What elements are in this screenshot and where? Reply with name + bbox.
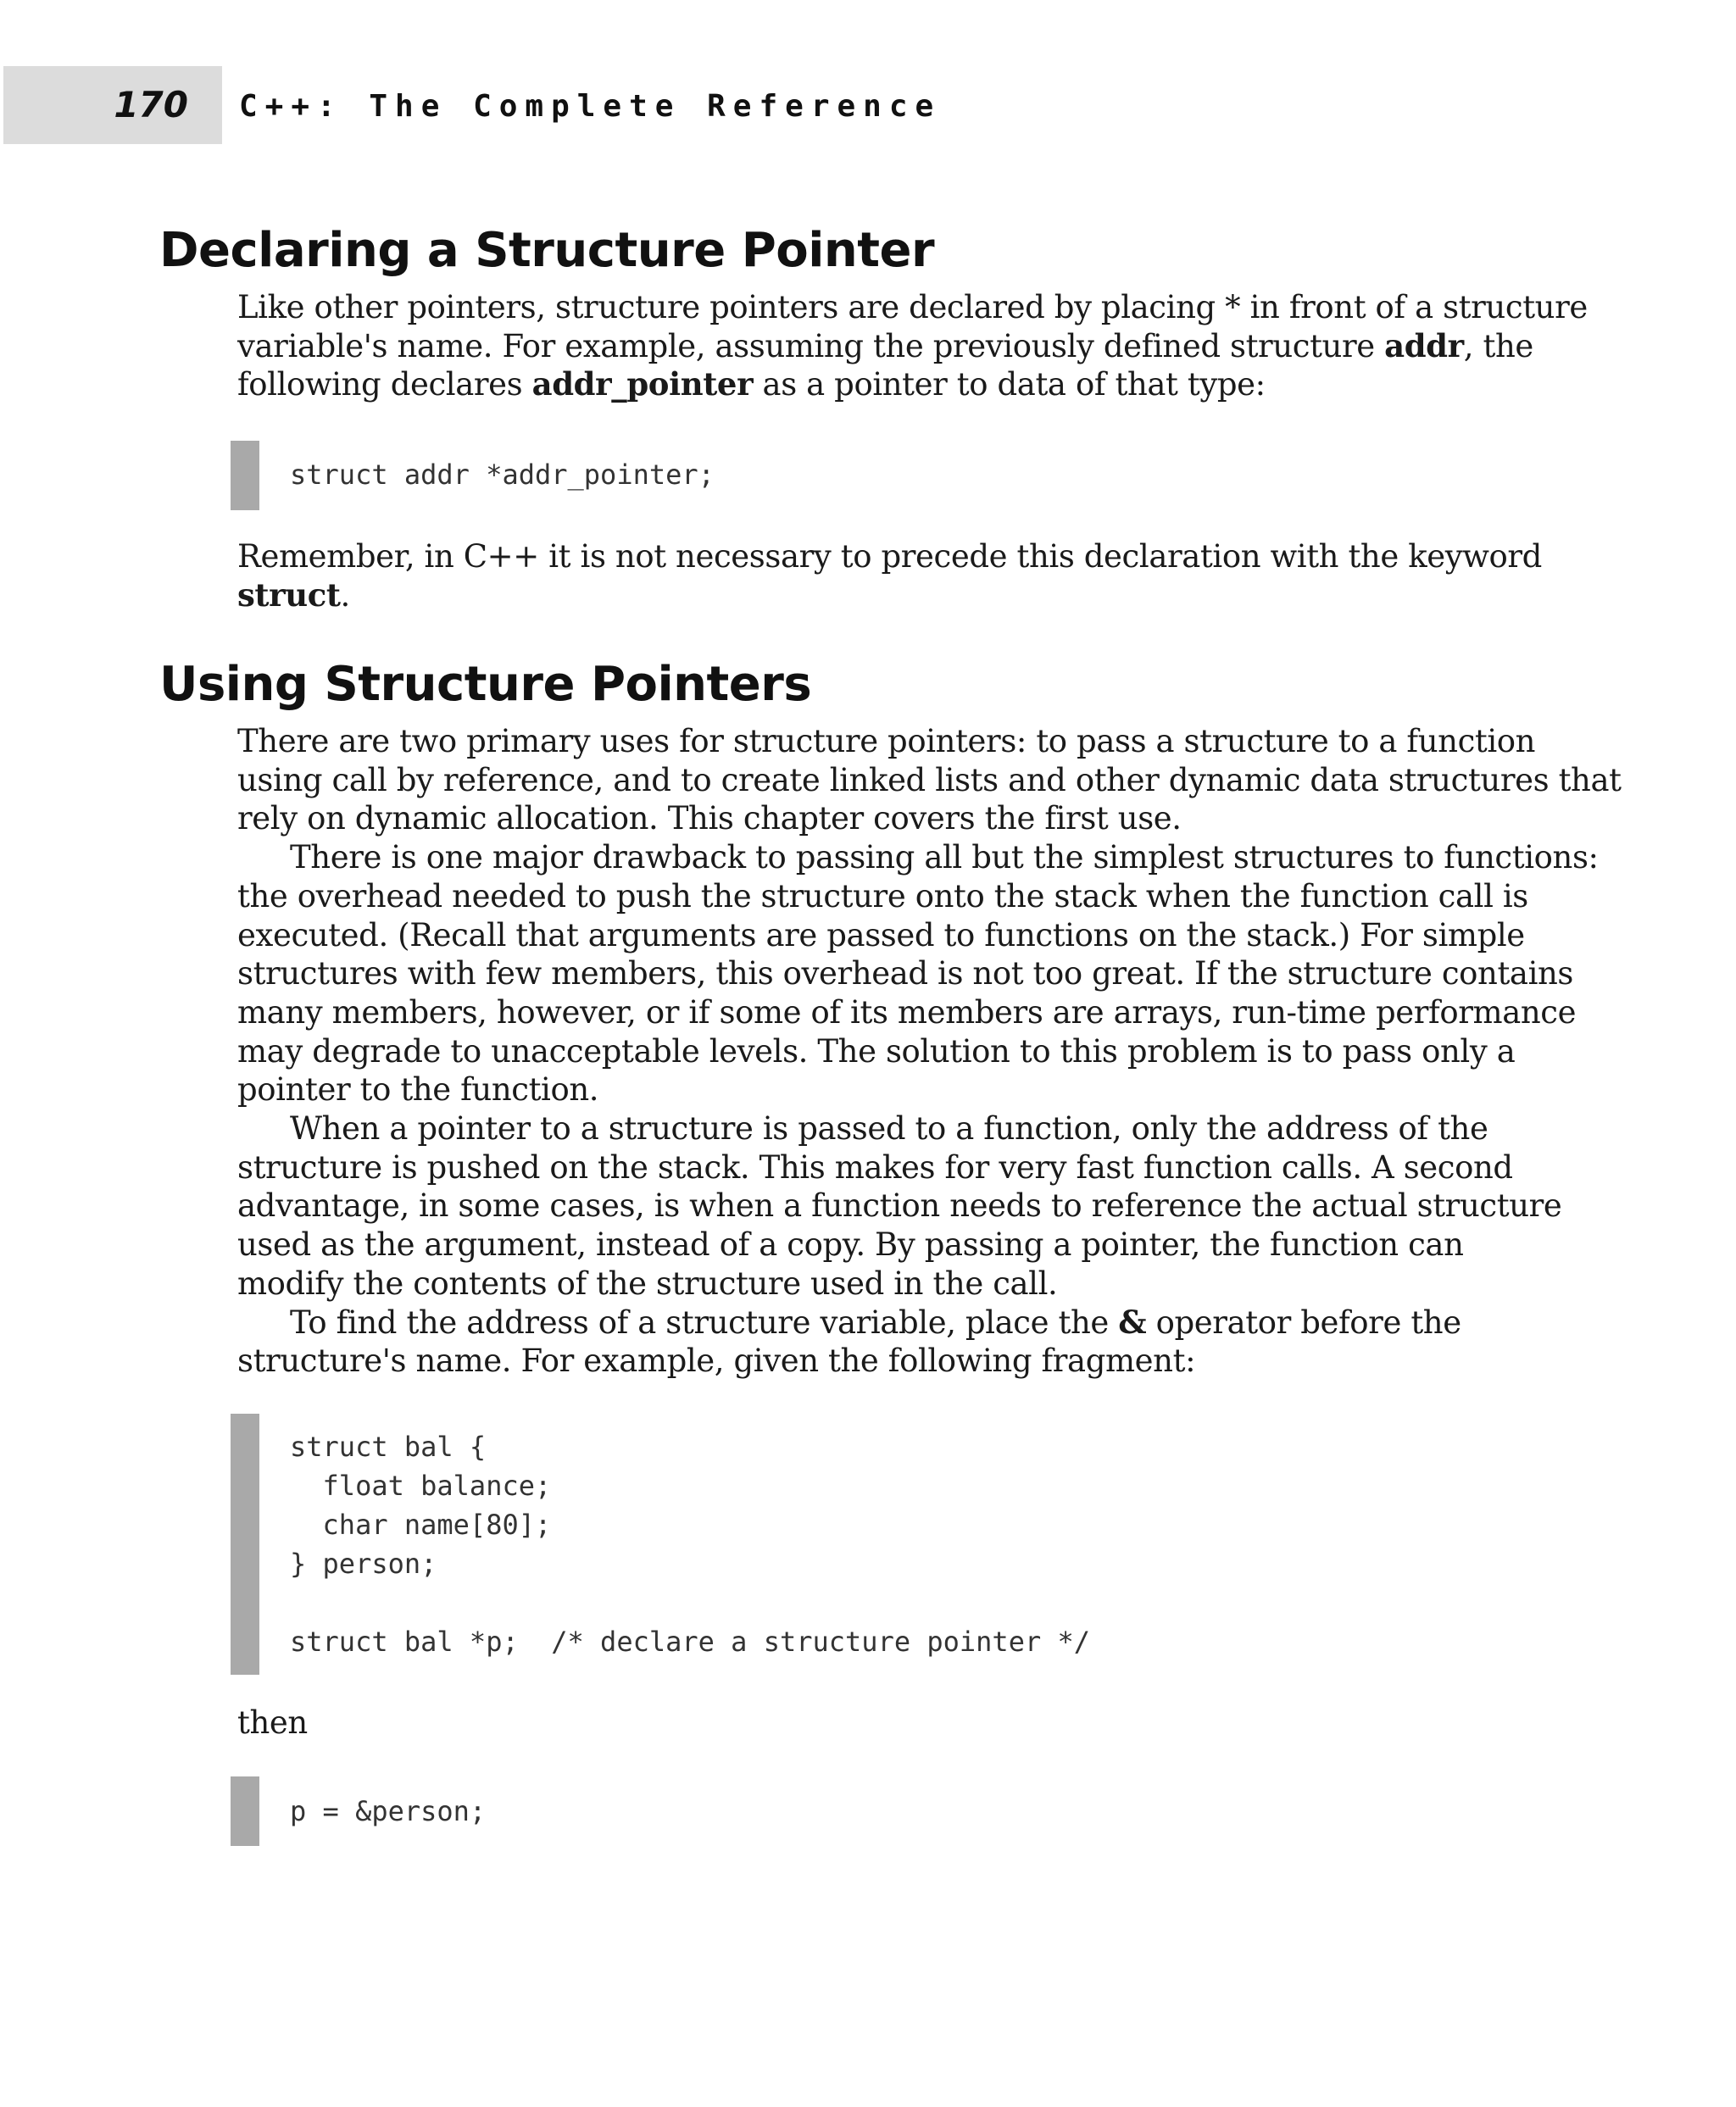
text-line: many members, however, or if some of its members are arrays, run-time performance: [237, 993, 1577, 1031]
text-line: using call by reference, and to create linked lists and other dynamic data structures that: [237, 761, 1622, 798]
text-line: Like other pointers, structure pointers are declared by placing * in front of a structure: [237, 289, 1588, 325]
text-line: When a pointer to a structure is passed to a function, only the address of the: [290, 1110, 1488, 1148]
running-title: C++: The Complete Reference: [239, 89, 942, 124]
section-heading-using: Using Structure Pointers: [159, 657, 812, 712]
text-line: following declares addr_pointer as a pointer to data of that type:: [237, 365, 1266, 403]
text-line: structure is pushed on the stack. This makes for very fast function calls. A second: [237, 1148, 1513, 1186]
paragraph-remember: [237, 537, 1542, 614]
code-block-assignment: p = &person;: [290, 1795, 487, 1827]
text-line: variable's name. For example, assuming the previously defined structure addr, the: [237, 326, 1533, 364]
text-line: executed. (Recall that arguments are passed to functions on the stack.) For simple: [237, 916, 1525, 953]
code-block-marker: [231, 441, 259, 510]
text-line: To find the address of a structure variable, place the & operator before the: [290, 1303, 1461, 1341]
text-line: may degrade to unacceptable levels. The solution to this problem is to pass only a: [237, 1032, 1516, 1070]
paragraph-using-body: [237, 722, 1622, 1381]
paragraph-then: [237, 1704, 308, 1743]
code-block-struct-bal: struct bal { float balance; char name[80]; } person; struct bal *p; /* declare a structure pointer */: [290, 1431, 1091, 1658]
text-line: rely on dynamic allocation. This chapter covers the first use.: [237, 800, 1182, 837]
page-number: 170: [114, 84, 188, 125]
code-block-declaration: struct addr *addr_pointer;: [290, 459, 715, 491]
text-line: There is one major drawback to passing all but the simplest structures to functions:: [290, 839, 1599, 876]
section-heading-declaring: Declaring a Structure Pointer: [159, 223, 935, 278]
page-number-box: [3, 66, 222, 144]
keyword-addr: addr: [1384, 326, 1464, 364]
text-line: pointer to the function.: [237, 1071, 599, 1109]
text-line: struct.: [237, 575, 350, 614]
text-line: There are two primary uses for structure pointers: to pass a structure to a function: [237, 723, 1536, 759]
text-line: then: [237, 1704, 308, 1741]
text-line: structure's name. For example, given the following fragment:: [237, 1343, 1196, 1380]
code-block-marker: [231, 1414, 259, 1675]
code-block-marker: [231, 1776, 259, 1846]
operator-ampersand: &: [1118, 1303, 1147, 1341]
text-line: advantage, in some cases, is when a function needs to reference the actual structure: [237, 1187, 1562, 1225]
text-line: Remember, in C++ it is not necessary to precede this declaration with the keyword: [237, 538, 1542, 575]
keyword-struct: struct: [237, 575, 341, 614]
text-line: structures with few members, this overhead is not too great. If the structure contains: [237, 955, 1574, 992]
text-line: used as the argument, instead of a copy. By passing a pointer, the function can: [237, 1226, 1464, 1264]
text-line: modify the contents of the structure used in the call.: [237, 1265, 1058, 1302]
text-line: the overhead needed to push the structure onto the stack when the function call is: [237, 877, 1528, 915]
keyword-addr-pointer: addr_pointer: [531, 365, 754, 403]
paragraph-declaring-intro: [237, 288, 1588, 404]
